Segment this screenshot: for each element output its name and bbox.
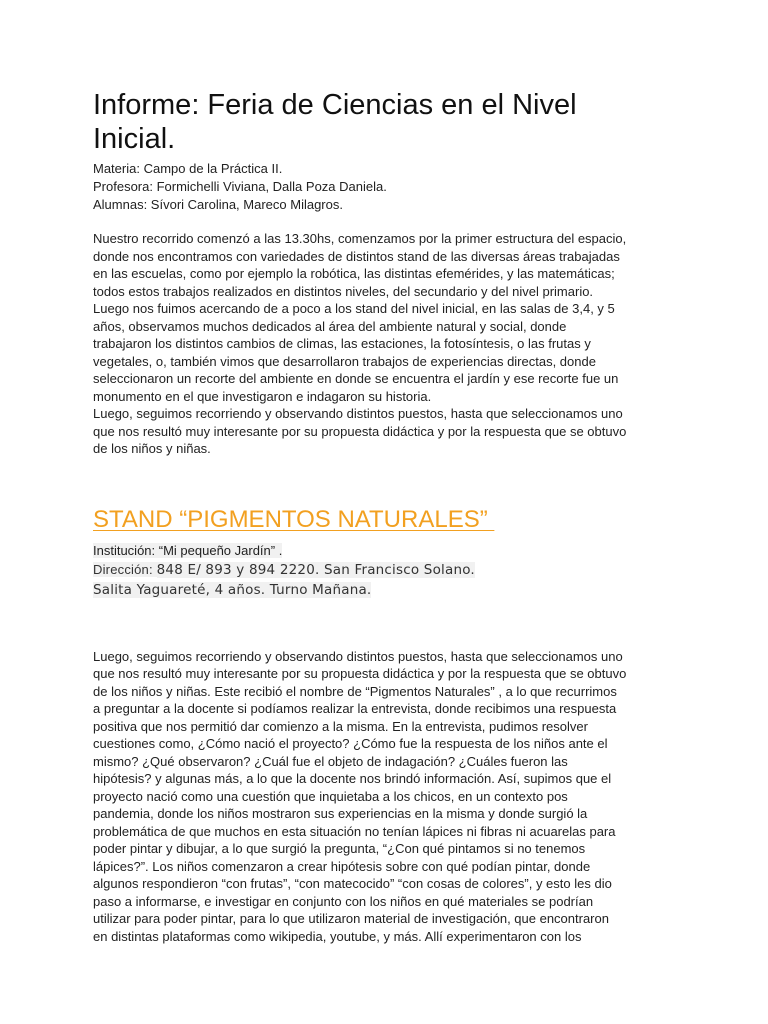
selection-paragraph: Luego, seguimos recorriendo y observando distintos puestos, hasta que seleccionamos uno que nos resultó muy interesante por su propuesta didáctica y por la respuesta que se obtuvo de los niños y niñas. [93, 406, 627, 456]
direccion-value: 848 E/ 893 y 894 2220. San Francisco Solano. [156, 561, 475, 578]
alumnas-line: Alumnas: Sívori Carolina, Mareco Milagros. [93, 197, 343, 212]
title-line-2: Inicial. [93, 123, 176, 155]
page-title [93, 88, 683, 156]
report-meta [93, 160, 683, 214]
materia-line: Materia: Campo de la Práctica II. [93, 161, 283, 176]
profesora-line: Profesora: Formichelli Viviana, Dalla Poza Daniela. [93, 179, 387, 194]
document-page [93, 88, 683, 945]
institucion-line: Institución: “Mi pequeño Jardín” . [93, 542, 283, 558]
intro-paragraph: Nuestro recorrido comenzó a las 13.30hs, comenzamos por la primer estructura del espacio, donde nos encontramos con variedades de distintos stand de las diversas áreas trabajadas en las escuelas, como por ejemplo la robótica, las distintas efemérides, y las matemáticas; todos estos trabajos realizados en distintos niveles, del secundario y del nivel primario. Luego nos fuimos acercando de a poco a los stand del nivel inicial, en las salas de 3,4, y 5 años, observamos muchos dedicados al área del ambiente natural y social, donde trabajaron los distintos cambios de climas, las estaciones, la fotosíntesis, o las frutas y vegetales, o, también vimos que desarrollaron trabajos de experiencias directas, donde seleccionaron un recorte del ambiente en donde se encuentra el jardín y ese recorte fue un monumento en el que investigaron e indagaron su historia. [93, 231, 627, 404]
direccion-label: Dirección: [93, 561, 157, 577]
stand-info [93, 542, 683, 600]
direccion-line [93, 560, 683, 580]
stand-heading: STAND “PIGMENTOS NATURALES” [93, 505, 495, 533]
salita-line [93, 580, 683, 600]
interview-paragraph: Luego, seguimos recorriendo y observando distintos puestos, hasta que seleccionamos uno que nos resultó muy interesante por su propuesta didáctica y por la respuesta que se obtuvo de los niños y niñas. Este recibió el nombre de “Pigmentos Naturales” , a lo que recurrimos a preguntar a la docente si podíamos realizar la entrevista, donde recibimos una respuesta positiva que nos permitió dar comienzo a la misma. En la entrevista, pudimos resolver cuestiones como, ¿Cómo nació el proyecto? ¿Cómo fue la respuesta de los niños ante el mismo? ¿Qué observaron? ¿Cuál fue el objeto de indagación? ¿Cuáles fueron las hipótesis? y algunas más, a lo que la docente nos brindó información. Así, supimos que el proyecto nació como una cuestión que inquietaba a los chicos, en un contexto pos pandemia, donde los niños mostraron sus experiencias en la misma y donde surgió la problemática de que muchos en esta situación no tenían lápices ni fibras ni acuarelas para poder pintar y dibujar, a lo que surgió la pregunta, “¿Con qué pintamos si no tenemos lápices?”. Los niños comenzaron a crear hipótesis sobre con qué podían pintar, donde algunos respondieron “con frutas”, “con matecocido” “con cosas de colores”, y esto les dio paso a informarse, e investigar en conjunto con los niños en qué materiales se podrían utilizar para poder pintar, para lo que utilizaron material de investigación, que encontraron en distintas plataformas como wikipedia, youtube, y más. Allí experimentaron con los [93, 648, 627, 944]
title-line-1: Informe: Feria de Ciencias en el Nivel [93, 89, 577, 121]
salita-text: Salita Yaguareté, 4 años. Turno Mañana. [93, 581, 372, 598]
